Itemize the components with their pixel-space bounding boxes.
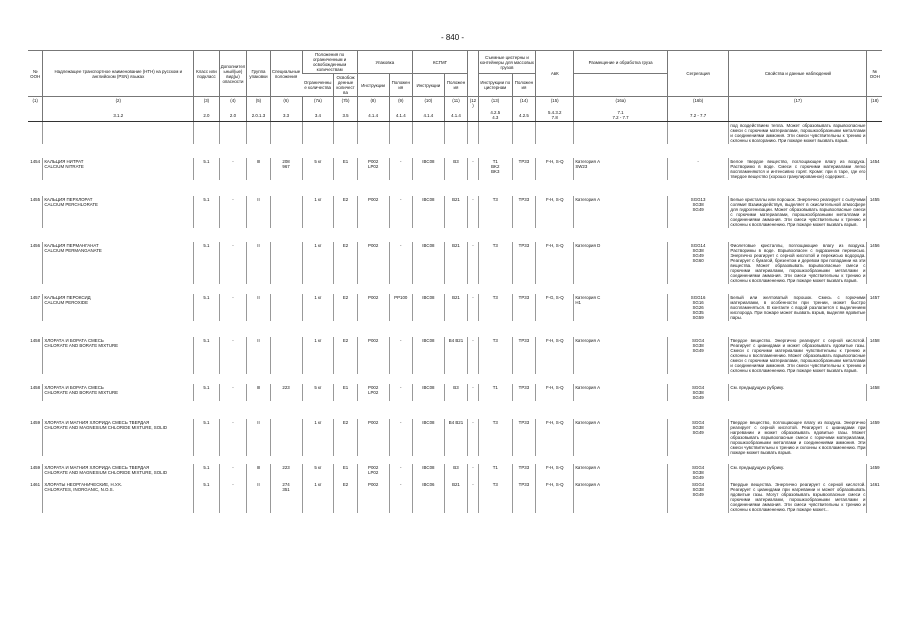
colref-16a: 7.1 7.2 - 7.7 [574,109,667,122]
ibc-instructions: IBC08 [412,337,444,374]
properties: См. предыдущую рубрику. [729,464,867,481]
header-ibc-provisions: Положения [444,74,467,97]
colref-6: 3.3 [270,109,302,122]
excepted-quantity: E2 [334,481,357,513]
header-ems: АвК [536,51,574,97]
un-number: 1454 [30,159,41,164]
header-tank-provisions: Положения [512,74,535,97]
properties: Фиолетовые кристаллы, поглощающие влагу из воздуха. Растворимы в воде. Взрывоопасен с гидразином перекисью. Энергично реагирует с серной кислотой и перекисью водорода. Реагирует с бумагой, брезентом и деревом при попадании на эти вещества. Может образовывать взрывоопасные смеси с горючими материалами, порошкообразными металлами и соединениями аммония. Эти смеси чувствительны к трению и склонны к воспламенению. При пожаре может вызвать взрыв. [730,243,866,283]
colnum-7b: (7b) [334,97,357,110]
packing-provisions: - [389,464,412,481]
ibc-provisions: B3 [444,464,467,481]
ibc-instructions: IBC08 [412,196,444,228]
packing-provisions: - [389,196,412,228]
colref-8: 4.1.4 [357,109,389,122]
ibc-provisions: B21 [444,196,467,228]
subsidiary-hazard: - [219,384,247,401]
stowage: Категория A [574,419,667,456]
stowage: Категория A [574,196,667,228]
class: 5.1 [194,464,219,481]
header-limited-quantities-group: Положения по ограниченным и освобожденным количествам [302,51,357,74]
special-provisions: 274 351 [270,481,302,513]
colnum-11: (11) [444,97,467,110]
un-number: 1459 [30,465,41,470]
tank-provisions: TP33 [512,384,535,401]
colnum-12: (12) [468,97,479,110]
segregation: SGG4 SG38 SG49 [667,419,729,456]
ibc-instructions: IBC08 [412,242,444,284]
excepted-quantity: E2 [334,294,357,321]
tank-instructions: T3 [478,242,512,284]
excepted-quantity: E1 [334,464,357,481]
un-number-right: 1454 [867,158,882,180]
segregation: SGG13 SG38 SG49 [667,196,729,228]
tank-instructions: T3 [478,294,512,321]
header-packing-group-cols: Упаковка [357,51,412,74]
segregation: SGG4 SG38 SG49 [667,481,729,513]
colref-16b: 7.2 - 7.7 [667,109,729,122]
table-body [28,122,882,514]
header-tank-group: Съемные цистерны и контейнеры для массовых грузов [478,51,535,74]
proper-shipping-name: ХЛОРАТА И БОРАТА СМЕСЬ CHLORATE AND BORATE MIXTURE [43,384,194,401]
colnum-13: (13) [478,97,512,110]
subsidiary-hazard: - [219,337,247,374]
ems: F-H, S-Q [536,384,574,401]
colnum-10: (10) [412,97,444,110]
tank-provisions: TP33 [512,481,535,513]
table-row [28,158,882,180]
tank-provisions: TP33 [512,464,535,481]
colref-7a: 3.4 [302,109,334,122]
ibc-provisions: B3 [444,158,467,180]
header-special-provisions: Специальные положения [270,51,302,97]
packing-group: II [247,337,270,374]
segregation: SGG4 SG38 SG49 [667,384,729,401]
packing-provisions: - [389,419,412,456]
tank-provisions: TP33 [512,158,535,180]
header-un: № ООН [28,51,43,97]
table-row [28,242,882,284]
table-row [28,464,882,481]
un-number: 1459 [30,420,41,425]
col12: - [468,196,479,228]
tank-instructions: T3 [478,196,512,228]
class: 5.1 [194,481,219,513]
class: 5.1 [194,158,219,180]
subsidiary-hazard: - [219,481,247,513]
un-number-right: 1461 [867,481,882,513]
proper-shipping-name: КАЛЬЦИЯ ПЕРОКСИД CALCIUM PEROXIDE [43,294,194,321]
un-number: 1456 [30,243,41,248]
header-limited-quantities: Ограниченные количества [302,74,334,97]
table-row [28,384,882,401]
column-numbers-row [28,97,882,110]
properties: Твердые вещества. Энергично реагирует с серной кислотой. Реагирует с цианидами при нагревании и может образовывать ядовитые газы. Могут образовывать взрывоопасные смеси с горючими материалами, порошкообразными металлами и соединениями аммония. Эти смеси чувствительны к трению и склонны к воспламенению. При пожаре может... [730,482,866,512]
class: 5.1 [194,337,219,374]
colnum-15: (15) [536,97,574,110]
subsidiary-hazard: - [219,196,247,228]
table-row [28,294,882,321]
class: 5.1 [194,294,219,321]
un-number: 1457 [30,295,41,300]
proper-shipping-name: КАЛЬЦИЯ НИТРАТ CALCIUM NITRATE [43,158,194,180]
packing-instructions: P002 LP02 [357,464,389,481]
un-number-right: 1455 [867,196,882,228]
header-un-right: № ООН [867,51,882,97]
special-provisions: 223 [270,464,302,481]
col12: - [468,337,479,374]
continuation-row [28,122,882,145]
colref-11: 4.1.4 [444,109,467,122]
ibc-instructions: IBC06 [412,481,444,513]
subsidiary-hazard: - [219,242,247,284]
header-segregation: Сегрегация [667,51,729,97]
properties: См. предыдущую рубрику. [729,384,867,401]
colref-4: 2.0 [219,109,247,122]
header-stowage: Размещение и обработка груза [574,51,667,74]
un-number-right: 1458 [867,384,882,401]
table-row [28,419,882,456]
packing-instructions: P002 [357,337,389,374]
segregation: SGG4 SG38 SG49 [667,337,729,374]
col12: - [468,464,479,481]
colnum-2: (2) [43,97,194,110]
tank-instructions: T3 [478,337,512,374]
excepted-quantity: E2 [334,196,357,228]
packing-instructions: P002 [357,242,389,284]
ems: F-H, S-Q [536,481,574,513]
packing-group: II [247,196,270,228]
packing-instructions: P002 [357,196,389,228]
properties: Белое твердое вещество, поглощающее влагу из воздуха. Растворимо в воде. Смеси с горючими материалами легко воспламеняются и интенсивно горят. Кроме: при в таре, где его твердое вещество (хорошо гранулированное) содержит... [730,159,866,179]
un-number-right: 1456 [867,242,882,284]
header-excepted-quantities: Освобожденные количества [334,74,357,97]
proper-shipping-name: КАЛЬЦИЯ ПЕРМАНГАНАТ CALCIUM PERMANGANATE [43,242,194,284]
col12: - [468,384,479,401]
subsidiary-hazard: - [219,419,247,456]
stowage: Категория A [574,481,667,513]
tank-provisions: TP33 [512,242,535,284]
proper-shipping-name: ХЛОРАТА И МАГНИЯ ХЛОРИДА СМЕСЬ ТВЕРДАЯ CHLORATE AND MAGNESIUM CHLORIDE MIXTURE, SOLID [43,464,194,481]
packing-provisions: PP100 [389,294,412,321]
colnum-1: (1) [32,98,38,103]
packing-provisions: - [389,242,412,284]
header-name: Надлежащее транспортное наименование (НТН) на русском и английском (PSN) языках [43,51,194,97]
ibc-instructions: IBC08 [412,419,444,456]
packing-group: II [247,294,270,321]
header-packing-instructions: Инструкции [357,74,389,97]
table-header [28,51,882,122]
colref-15: 5.4.3.2 7.8 [536,109,574,122]
stowage: Категория A [574,337,667,374]
limited-quantity: 1 кг [302,337,334,374]
packing-group: III [247,158,270,180]
header-col12 [468,51,479,97]
colref-10: 4.1.4 [412,109,444,122]
ibc-provisions: B4 B21 [444,337,467,374]
packing-provisions: - [389,337,412,374]
tank-provisions: TP33 [512,294,535,321]
header-class: Класс или подкласс [194,51,219,97]
table-row [28,481,882,513]
header-properties: Свойства и данные наблюдений [729,51,867,97]
packing-instructions: P002 [357,481,389,513]
ibc-instructions: IBC08 [412,158,444,180]
col12: - [468,294,479,321]
segregation: - [667,158,729,180]
excepted-quantity: E1 [334,384,357,401]
colnum-9: (9) [389,97,412,110]
colnum-5: (5) [247,97,270,110]
ems: F-G, S-Q [536,294,574,321]
special-provisions [270,294,302,321]
packing-provisions: - [389,384,412,401]
colref-2: 3.1.2 [43,109,194,122]
limited-quantity: 1 кг [302,196,334,228]
stowage: Категория D [574,242,667,284]
stowage: Категория A [574,464,667,481]
ems: F-H, S-Q [536,158,574,180]
tank-instructions: T1 [478,384,512,401]
un-number: 1458 [30,385,41,390]
col12: - [468,481,479,513]
un-number-right: 1458 [867,337,882,374]
special-provisions [270,419,302,456]
colnum-18: (18) [867,97,882,110]
special-provisions [270,242,302,284]
packing-group: II [247,481,270,513]
un-number: 1455 [30,197,41,202]
tank-instructions: T3 [478,481,512,513]
excepted-quantity: E2 [334,242,357,284]
proper-shipping-name: ХЛОРАТА И БОРАТА СМЕСЬ CHLORATE AND BORATE MIXTURE [43,337,194,374]
ems: F-H, S-Q [536,464,574,481]
packing-group: II [247,242,270,284]
colnum-4: (4) [219,97,247,110]
stowage: Категория A [574,384,667,401]
un-number-right: 1459 [867,419,882,456]
colref-5: 2.0.1.3 [247,109,270,122]
tank-provisions: TP33 [512,337,535,374]
packing-instructions: P002 LP02 [357,158,389,180]
excepted-quantity: E1 [334,158,357,180]
limited-quantity: 5 кг [302,464,334,481]
packing-instructions: P002 LP02 [357,384,389,401]
ibc-provisions: B21 [444,294,467,321]
stowage: Категория C H1 [574,294,667,321]
colnum-7a: (7a) [302,97,334,110]
header-tank-instructions: Инструкции по цистернам [478,74,512,97]
continuation-text: под воздействием тепла. Может образовывать взрывоопасные смеси с горючими материалами, порошкообразными металлами и соединениями аммония. Эти смеси чувствительны к трению и склонны к возгоранию. При пожаре может вызвать взрыв. [730,123,866,143]
column-references-row [28,109,882,122]
properties: Белые кристаллы или порошок. Энергично реагирует с сыпучими солями! Взаимодействуя, выделяет в окислительной атмосфере для гидрогенизации. Может образовывать взрывоопасные смеси с горючими материалами, порошкообразными металлами и соединениями аммония. Эти смеси чувствительны к трению и склонны к воспламенению. При пожаре может вызвать взрыв. [730,197,866,227]
colref-3: 2.0 [194,109,219,122]
packing-instructions: P002 [357,419,389,456]
properties: Твердое вещество. Энергично реагирует с серной кислотой. Реагирует с цианидами и может образовывать ядовитые газы. Смеси с горючими материалами чувствительны к трению и склонны к воспламенению. Может образовывать взрывоопасные смеси с горючими материалами, порошкообразными металлами и соединениями аммония. Эти смеси чувствительны к трению и склонны к воспламенению. При пожаре может вызвать взрыв. [730,338,866,373]
tank-instructions: T1 BK2 BK3 [478,158,512,180]
limited-quantity: 1 кг [302,481,334,513]
header-ibc-group: КСГМГ [412,51,467,74]
subsidiary-hazard: - [219,158,247,180]
un-number-right: 1459 [867,464,882,481]
header-packing-provisions: Положения [389,74,412,97]
excepted-quantity: E2 [334,419,357,456]
col12: - [468,158,479,180]
excepted-quantity: E2 [334,337,357,374]
ibc-instructions: IBC08 [412,464,444,481]
colref-9: 4.1.4 [389,109,412,122]
table-row [28,337,882,374]
limited-quantity: 1 кг [302,419,334,456]
properties: Белый или желтоватый порошок. Смесь с горючими материалами, в особенности при трении, может быстро воспламеняться. В контакте с водой разлагается с выделением кислорода. При пожаре может вызвать взрыв, выделяя ядовитые пары. [730,295,866,320]
proper-shipping-name: КАЛЬЦИЯ ПЕРХЛОРАТ CALCIUM PERCHLORATE [43,196,194,228]
packing-provisions: - [389,158,412,180]
colnum-16b: (16b) [667,97,729,110]
class: 5.1 [194,242,219,284]
class: 5.1 [194,196,219,228]
un-number: 1461 [30,482,41,487]
special-provisions: 223 [270,384,302,401]
col12: - [468,242,479,284]
segregation: SGG14 SG38 SG49 SG60 [667,242,729,284]
packing-group: III [247,464,270,481]
un-number-right: 1457 [867,294,882,321]
packing-group: II [247,419,270,456]
tank-instructions: T1 [478,464,512,481]
header-packing-group: Группа упаковки [247,51,270,97]
limited-quantity: 5 кг [302,384,334,401]
class: 5.1 [194,384,219,401]
ibc-provisions: B4 B21 [444,419,467,456]
packing-group: III [247,384,270,401]
properties: Твердое вещество, поглощающее влагу из воздуха. Энергично реагирует с серной кислотой. Реагирует с цианидами при нагревании и может образовывать ядовитые газы. Может образовывать взрывоопасные смеси с горючими материалами, порошкообразными металлами и соединениями аммония. Эти смеси чувствительны к трению и склонны к воспламенению. При пожаре может вызвать взрыв. [730,420,866,455]
colref-7b: 3.5 [334,109,357,122]
special-provisions [270,337,302,374]
colref-14: 4.2.5 [512,109,535,122]
tank-provisions: TP33 [512,196,535,228]
ibc-provisions: B3 [444,384,467,401]
tank-instructions: T3 [478,419,512,456]
stowage: Категория A SW23 [574,158,667,180]
dangerous-goods-table [28,50,882,513]
colnum-16a: (16a) [574,97,667,110]
ems: F-H, S-Q [536,196,574,228]
ems: F-H, S-Q [536,337,574,374]
proper-shipping-name: ХЛОРАТЫ НЕОРГАНИЧЕСКИЕ, Н.У.К. CHLORATES, INORGANIC, N.O.S. [43,481,194,513]
un-number: 1458 [30,338,41,343]
colnum-3: (3) [194,97,219,110]
col12: - [468,419,479,456]
header-subsidiary-hazard: Дополнительный(ые) вид(ы) опасности [219,51,247,97]
colnum-8: (8) [357,97,389,110]
segregation: SGG16 SG16 SG26 SG35 SG59 [667,294,729,321]
header-stowage-sub [574,74,667,97]
tank-provisions: TP33 [512,419,535,456]
ems: F-H, S-Q [536,419,574,456]
class: 5.1 [194,419,219,456]
subsidiary-hazard: - [219,294,247,321]
segregation: SGG4 SG38 SG49 [667,464,729,481]
ibc-provisions: B21 [444,481,467,513]
ibc-provisions: B21 [444,242,467,284]
page-number: - 840 - [440,33,465,42]
special-provisions [270,196,302,228]
limited-quantity: 1 кг [302,294,334,321]
ibc-instructions: IBC08 [412,384,444,401]
packing-provisions: - [389,481,412,513]
colnum-6: (6) [270,97,302,110]
table-row [28,196,882,228]
special-provisions: 208 967 [270,158,302,180]
colnum-17: (17) [729,97,867,110]
subsidiary-hazard: - [219,464,247,481]
ibc-instructions: IBC08 [412,294,444,321]
colnum-14: (14) [512,97,535,110]
proper-shipping-name: ХЛОРАТА И МАГНИЯ ХЛОРИДА СМЕСЬ ТВЕРДАЯ CHLORATE AND MAGNESIUM CHLORIDE MIXTURE, SOLID [43,419,194,456]
header-ibc-instructions: Инструкции [412,74,444,97]
ems: F-H, S-Q [536,242,574,284]
limited-quantity: 1 кг [302,242,334,284]
packing-instructions: P002 [357,294,389,321]
limited-quantity: 5 кг [302,158,334,180]
colref-13: 4.2.5 4.3 [478,109,512,122]
